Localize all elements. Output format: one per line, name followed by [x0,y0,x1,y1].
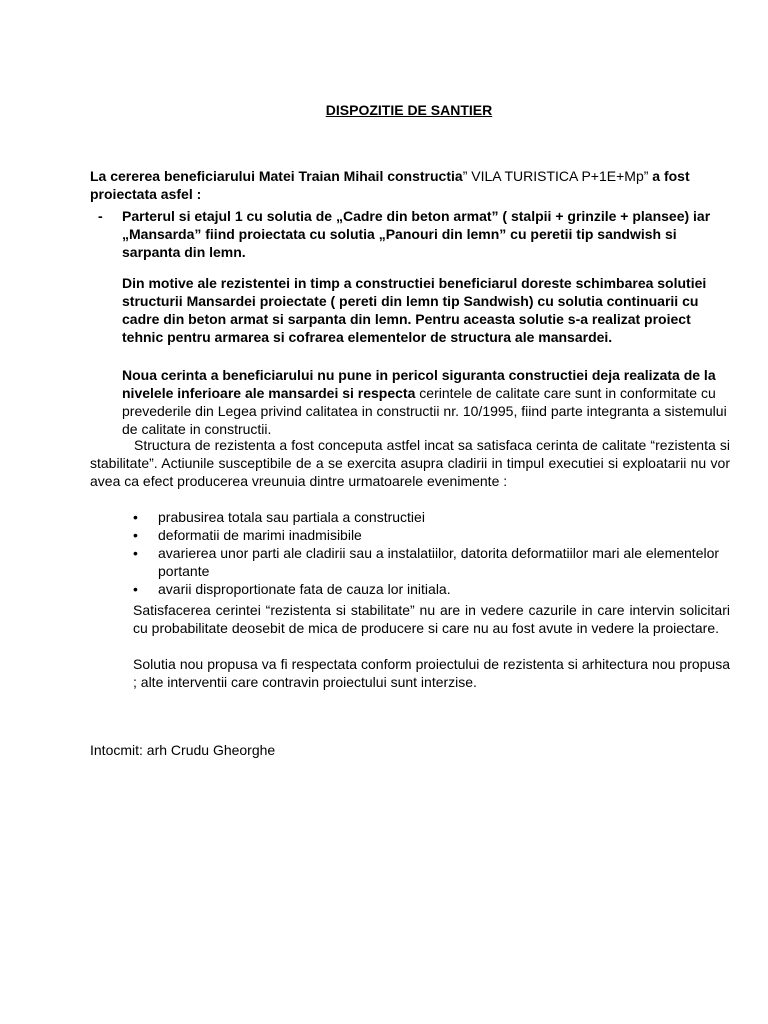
list-item-text: avarierea unor parti ale cladirii sau a instalatiilor, datorita deformatiilor mari ale elementelor portante [158,545,720,579]
bullet-icon: • [133,509,138,525]
intro-text-bold: La cererea beneficiarului Matei Traian Mihail constructia [90,168,463,184]
list-item [133,526,730,544]
list-item-text: deformatii de marimi inadmisibile [158,527,362,543]
paragraph-resistance-structure-text: Structura de rezistenta a fost conceputa astfel incat sa satisfaca cerinta de calitate “rezistenta si stabilitate”. Actiunile susceptibile de a se exercita asupra cladirii in timpul executiei si exploatarii nu vor avea ca efect producerea vreunuia dintre urmatoarele evenimente : [90,437,730,489]
dash-list-item [98,207,730,261]
paragraph-new-requirement-bold: Noua cerinta a beneficiarului nu pune in pericol siguranta constructiei deja realizata de la nivelele inferioare ale mansardei si respecta [122,367,716,401]
paragraph-new-requirement-normal: cerintele de calitate care sunt in conformitate cu prevederile din Legea privind calitatea in constructii nr. 10/1995, fiind parte integranta a sistemului de calitate in constructii. [122,385,727,437]
bullet-icon: • [133,581,138,597]
intro-text-end: a fost proiectata asfel : [90,168,690,202]
dash-marker: - [98,208,103,224]
paragraph-new-requirement [122,366,732,438]
paragraph-structure-change: Din motive ale rezistentei in timp a constructiei beneficiarul doreste schimbarea solutiei structurii Mansardei proiectate ( pereti din lemn tip Sandwish) cu solutia continuarii cu cadre din beton armat si sarpanta din lemn. Pentru aceasta solutie s-a realizat proiect tehnic pentru armarea si cofrarea elementelor de structura ale mansardei. [122,275,707,345]
bullet-icon: • [133,545,138,561]
paragraph-requirement-scope: Satisfacerea cerintei “rezistenta si stabilitate” nu are in vedere cazurile in care intervin solicitari cu probabilitate deosebit de mica de producere si care nu au fost avute in vedere la proiectare. [133,602,730,636]
document-title: DISPOZITIE DE SANTIER [325,102,493,118]
paragraph-new-solution: Solutia nou propusa va fi respectata conform proiectului de rezistenta si arhitectura nou propusa ; alte interventii care contravin proiectului sunt interzise. [133,656,730,690]
bullet-icon: • [133,527,138,543]
intro-paragraph [90,167,730,203]
signature-line: Intocmit: arh Crudu Gheorghe [90,742,276,758]
list-item-text: prabusirea totala sau partiala a constructiei [158,509,425,525]
events-list [133,508,730,598]
list-item-text: avarii disproportionate fata de cauza lor initiala. [158,581,451,597]
list-item [133,580,730,598]
list-item [133,508,730,526]
dash-item-text: Parterul si etajul 1 cu solutia de „Cadre din beton armat” ( stalpii + grinzile + plansee) iar „Mansarda” fiind proiectata cu solutia „Panouri din lemn” cu peretii tip sandwish si sarpanta din lemn. [122,208,711,260]
paragraph-resistance-structure [90,436,730,490]
project-name: ” VILA TURISTICA P+1E+Mp” [462,168,649,184]
list-item [133,544,730,580]
